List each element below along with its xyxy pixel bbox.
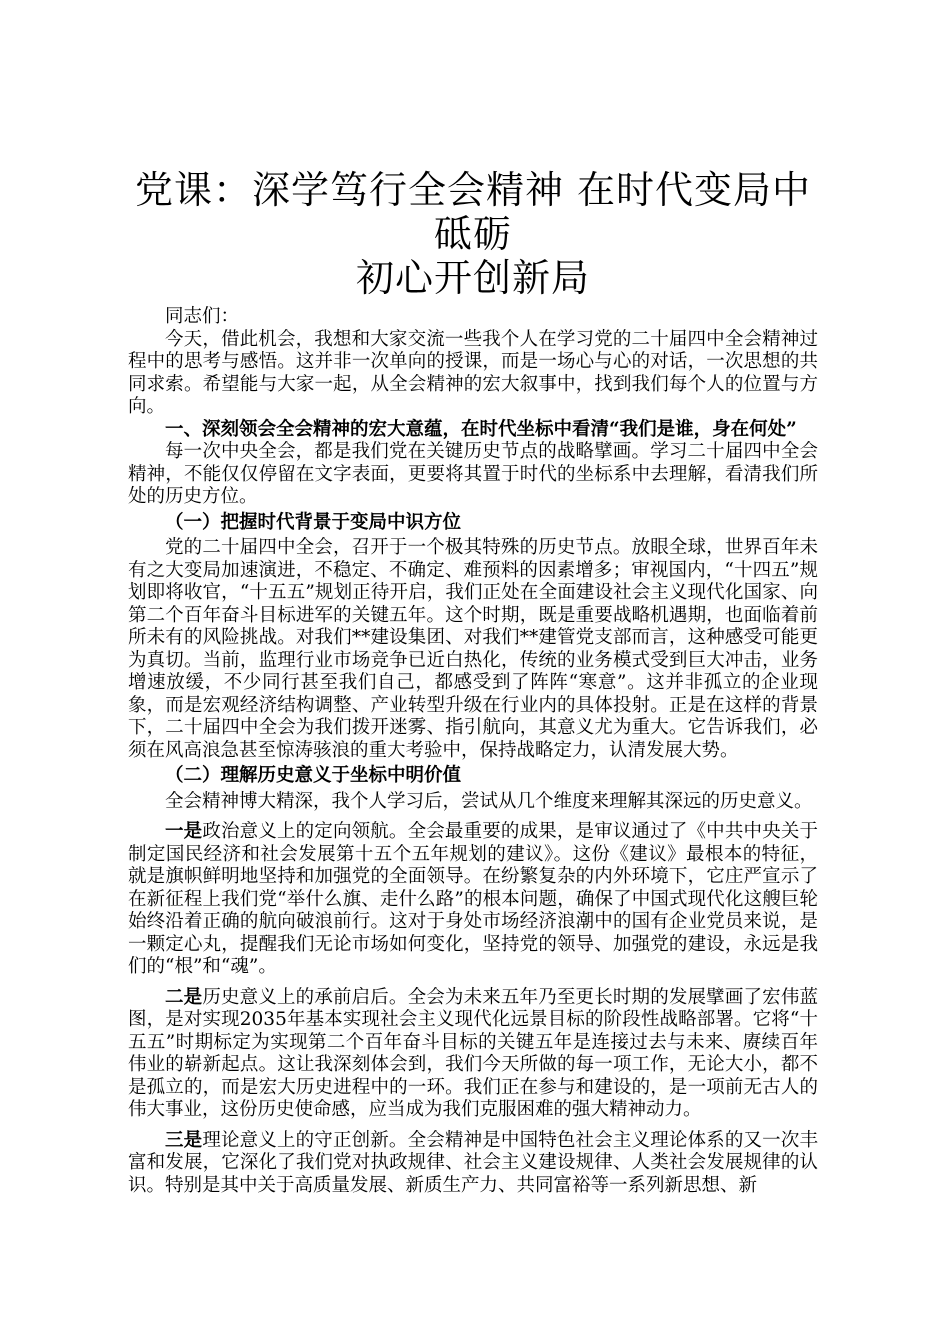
document-page bbox=[128, 168, 818, 1197]
point-1-text: 政治意义上的定向领航。全会最重要的成果，是审议通过了《中共中央关于制定国民经济和社会发展第十五个五年规划的建议》。这份《建议》最根本的特征，就是旗帜鲜明地坚持和加强党的全面领导。在纷繁复杂的内外环境下，它庄严宣示了在新征程上我们党“举什么旗、走什么路”的根本问题，确保了中国式现代化这艘巨轮始终沿着正确的航向破浪前行。这对于身处市场经济浪潮中的国有企业党员来说，是一颗定心丸，提醒我们无论市场如何变化，坚持党的领导、加强党的建设，永远是我们的“根”和“魂”。 bbox=[128, 821, 818, 977]
document-title bbox=[124, 168, 822, 300]
document-body bbox=[128, 306, 818, 1197]
point-2-paragraph bbox=[128, 987, 818, 1122]
point-2-lead: 二是 bbox=[165, 986, 203, 1008]
subsection-2-paragraph: 全会精神博大精深，我个人学习后，尝试从几个维度来理解其深远的历史意义。 bbox=[165, 790, 813, 812]
point-3-text: 理论意义上的守正创新。全会精神是中国特色社会主义理论体系的又一次丰富和发展，它深化了我们党对执政规律、社会主义建设规律、人类社会发展规律的认识。特别是其中关于高质量发展、新质生产力、共同富裕等一系列新思想、新 bbox=[128, 1129, 818, 1196]
title-line-2: 初心开创新局 bbox=[355, 256, 590, 300]
subsection-1-heading: （一）把握时代背景于变局中识方位 bbox=[165, 511, 462, 533]
point-3-lead: 三是 bbox=[165, 1129, 203, 1151]
subsection-1-paragraph: 党的二十届四中全会，召开于一个极其特殊的历史节点。放眼全球，世界百年未有之大变局加速演进，不稳定、不确定、难预料的因素增多；审视国内，“十四五”规划即将收官，“十五五”规划正待开启，我们正处在全面建设社会主义现代化国家、向第二个百年奋斗目标进军的关键五年。这个时期，既是重要战略机遇期，也面临着前所未有的风险挑战。对我们**建设集团、对我们**建管党支部而言，这种感受可能更为真切。当前，监理行业市场竞争已近白热化，传统的业务模式受到巨大冲击，业务增速放缓，不少同行甚至我们自己，都感受到了阵阵“寒意”。这并非孤立的企业现象，而是宏观经济结构调整、产业转型升级在行业内的具体投射。正是在这样的背景下，二十届四中全会为我们拨开迷雾、指引航向，其意义尤为重大。它告诉我们，必须在风高浪急甚至惊涛骇浪的重大考验中，保持战略定力，认清发展大势。 bbox=[128, 537, 818, 761]
greeting: 同志们： bbox=[165, 306, 240, 327]
section-1-heading: 一、深刻领会全会精神的宏大意蕴，在时代坐标中看清“我们是谁，身在何处” bbox=[165, 418, 797, 440]
point-2-text: 历史意义上的承前启后。全会为未来五年乃至更长时期的发展擘画了宏伟蓝图，是对实现2035年基本实现社会主义现代化远景目标的阶段性战略部署。它将“十五五”时期标定为实现第二个百年奋斗目标的关键五年是连接过去与未来、赓续百年伟业的崭新起点。这让我深刻体会到，我们今天所做的每一项工作，无论大小，都不是孤立的，而是宏大历史进程中的一环。我们正在参与和建设的，是一项前无古人的伟大事业，这份历史使命感，应当成为我们克服困难的强大精神动力。 bbox=[128, 986, 818, 1120]
title-line-1: 党课：深学笃行全会精神 在时代变局中砥砺 bbox=[134, 168, 812, 256]
intro-paragraph: 今天，借此机会，我想和大家交流一些我个人在学习党的二十届四中全会精神过程中的思考与感悟。这并非一次单向的授课，而是一场心与心的对话，一次思想的共同求索。希望能与大家一起，从全会精神的宏大叙事中，找到我们每个人的位置与方向。 bbox=[128, 328, 818, 417]
subsection-2-heading: （二）理解历史意义于坐标中明价值 bbox=[165, 765, 462, 786]
point-3-paragraph bbox=[128, 1130, 818, 1198]
section-1-paragraph: 每一次中央全会，都是我们党在关键历史节点的战略擘画。学习二十届四中全会精神，不能仅仅停留在文字表面，更要将其置于时代的坐标系中去理解，看清我们所处的历史方位。 bbox=[128, 441, 818, 507]
point-1-paragraph bbox=[128, 821, 818, 979]
point-1-lead: 一是 bbox=[165, 821, 203, 842]
